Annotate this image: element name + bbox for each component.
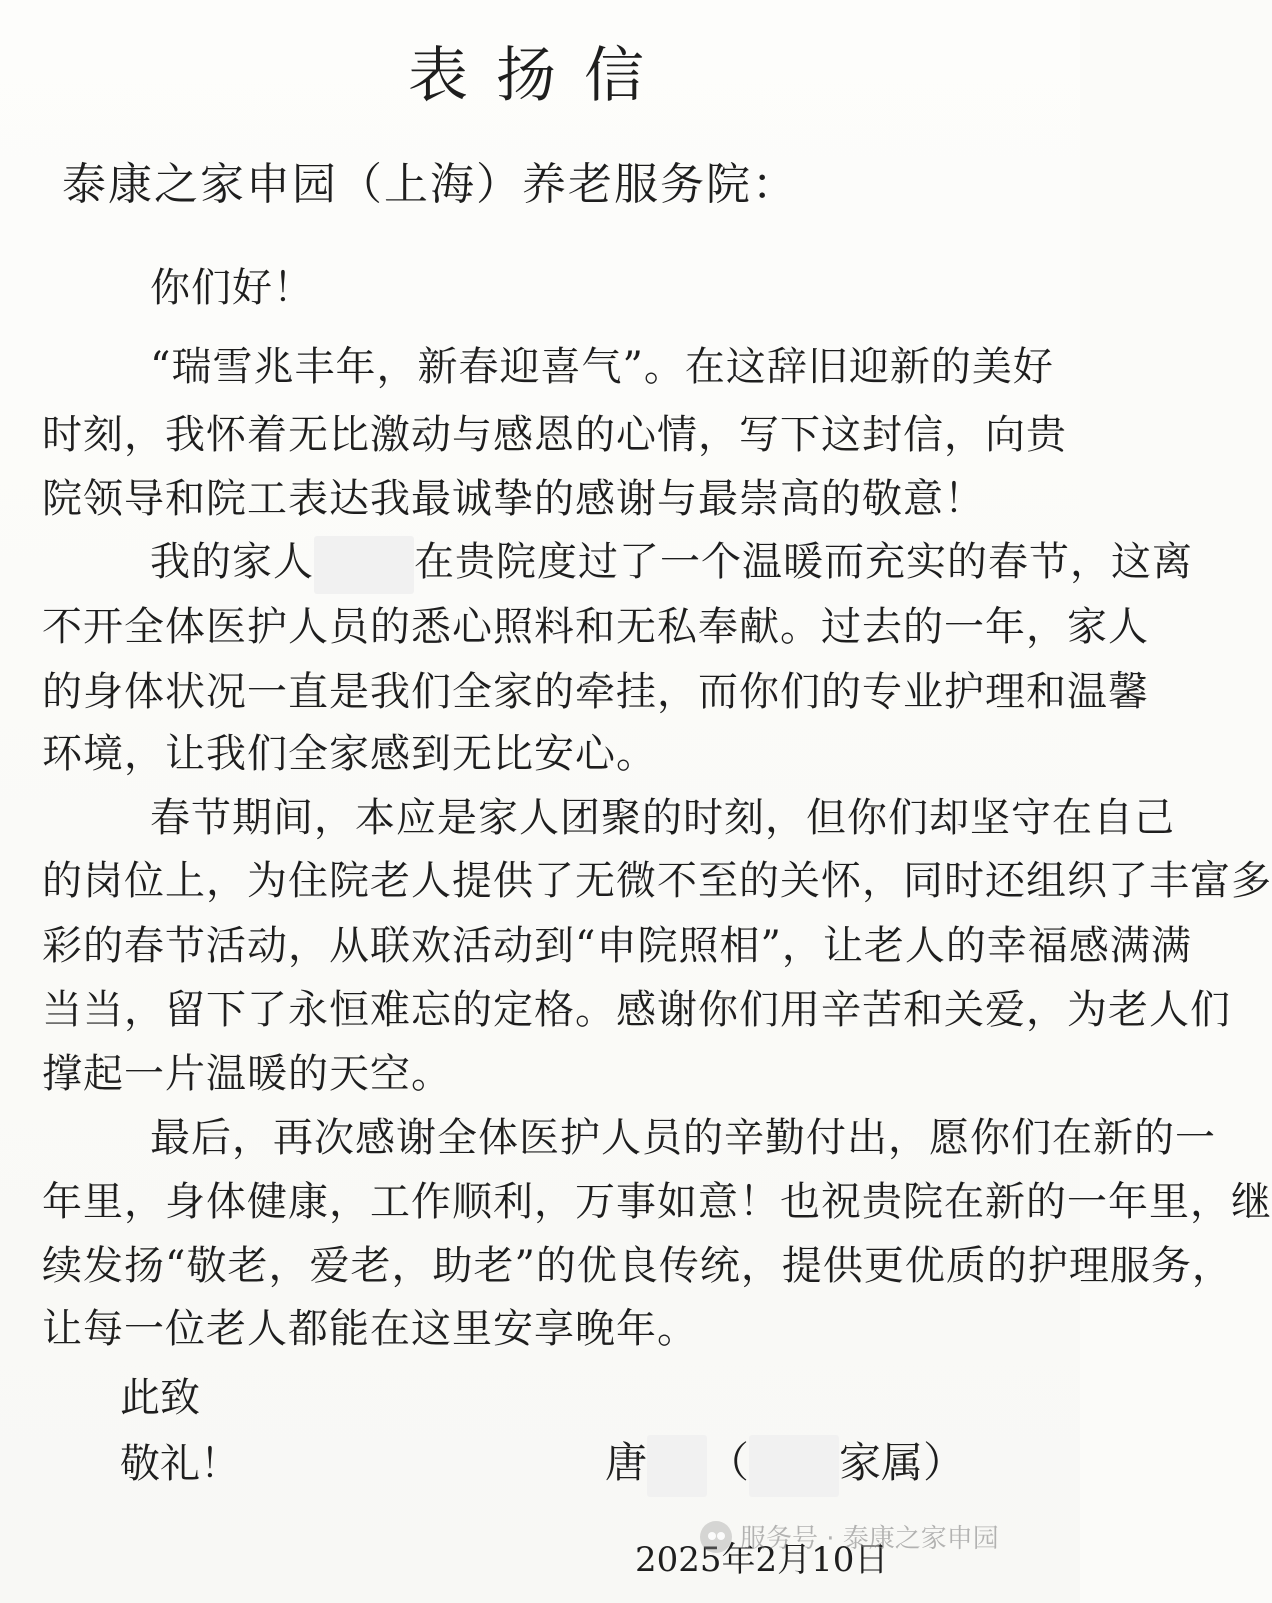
body-line: 续发扬“敬老，爱老，助老”的优良传统，提供更优质的护理服务， xyxy=(42,1243,1233,1289)
signature-relation: 家属） xyxy=(839,1438,966,1487)
letter-date: 2025年2月10日 xyxy=(635,1540,889,1580)
body-line: 撑起一片温暖的天空。 xyxy=(42,1051,452,1097)
body-line: 年里，身体健康，工作顺利，万事如意！也祝贵院在新的一年里，继 xyxy=(42,1179,1272,1225)
body-line: 彩的春节活动，从联欢活动到“申院照相”，让老人的幸福感满满 xyxy=(42,923,1192,969)
body-text: 我的家人 xyxy=(150,539,314,585)
closing-phrase: 此致 xyxy=(120,1375,200,1421)
greeting: 你们好！ xyxy=(150,265,314,311)
body-line: 让每一位老人都能在这里安享晚年。 xyxy=(42,1306,698,1352)
body-line: “瑞雪兆丰年，新春迎喜气”。在这辞旧迎新的美好 xyxy=(150,344,1054,390)
body-line: 不开全体医护人员的悉心照料和无私奉献。过去的一年，家人 xyxy=(42,604,1149,650)
body-line: 时刻，我怀着无比激动与感恩的心情，写下这封信，向贵 xyxy=(42,412,1067,458)
redacted-name xyxy=(314,536,414,594)
letter-title: 表扬信 xyxy=(408,41,672,111)
signature-surname: 唐 xyxy=(605,1438,648,1487)
signature xyxy=(605,1430,965,1497)
body-line-family xyxy=(150,530,1193,594)
body-line: 环境，让我们全家感到无比安心。 xyxy=(42,731,657,777)
body-line: 春节期间，本应是家人团聚的时刻，但你们却坚守在自己 xyxy=(150,795,1175,841)
body-line: 的身体状况一直是我们全家的牵挂，而你们的专业护理和温馨 xyxy=(42,669,1149,715)
body-line: 的岗位上，为住院老人提供了无微不至的关怀，同时还组织了丰富多 xyxy=(42,858,1272,904)
body-line: 最后，再次感谢全体医护人员的辛勤付出，愿你们在新的一 xyxy=(150,1115,1216,1161)
redacted-name xyxy=(749,1435,839,1497)
watermark xyxy=(700,1518,999,1555)
body-text: 在贵院度过了一个温暖而充实的春节，这离 xyxy=(414,539,1193,585)
body-line: 院领导和院工表达我最诚挚的感谢与最崇高的敬意！ xyxy=(42,476,985,522)
watermark-text: 服务号 · 泰康之家申园 xyxy=(740,1524,999,1554)
signature-open-paren: （ xyxy=(707,1438,750,1487)
salutation: 泰康之家申园（上海）养老服务院： xyxy=(62,159,798,210)
redacted-name xyxy=(647,1435,707,1497)
wechat-icon xyxy=(700,1521,732,1553)
body-line: 当当，留下了永恒难忘的定格。感谢你们用辛苦和关爱，为老人们 xyxy=(42,987,1231,1033)
closing-salute: 敬礼！ xyxy=(120,1441,240,1487)
